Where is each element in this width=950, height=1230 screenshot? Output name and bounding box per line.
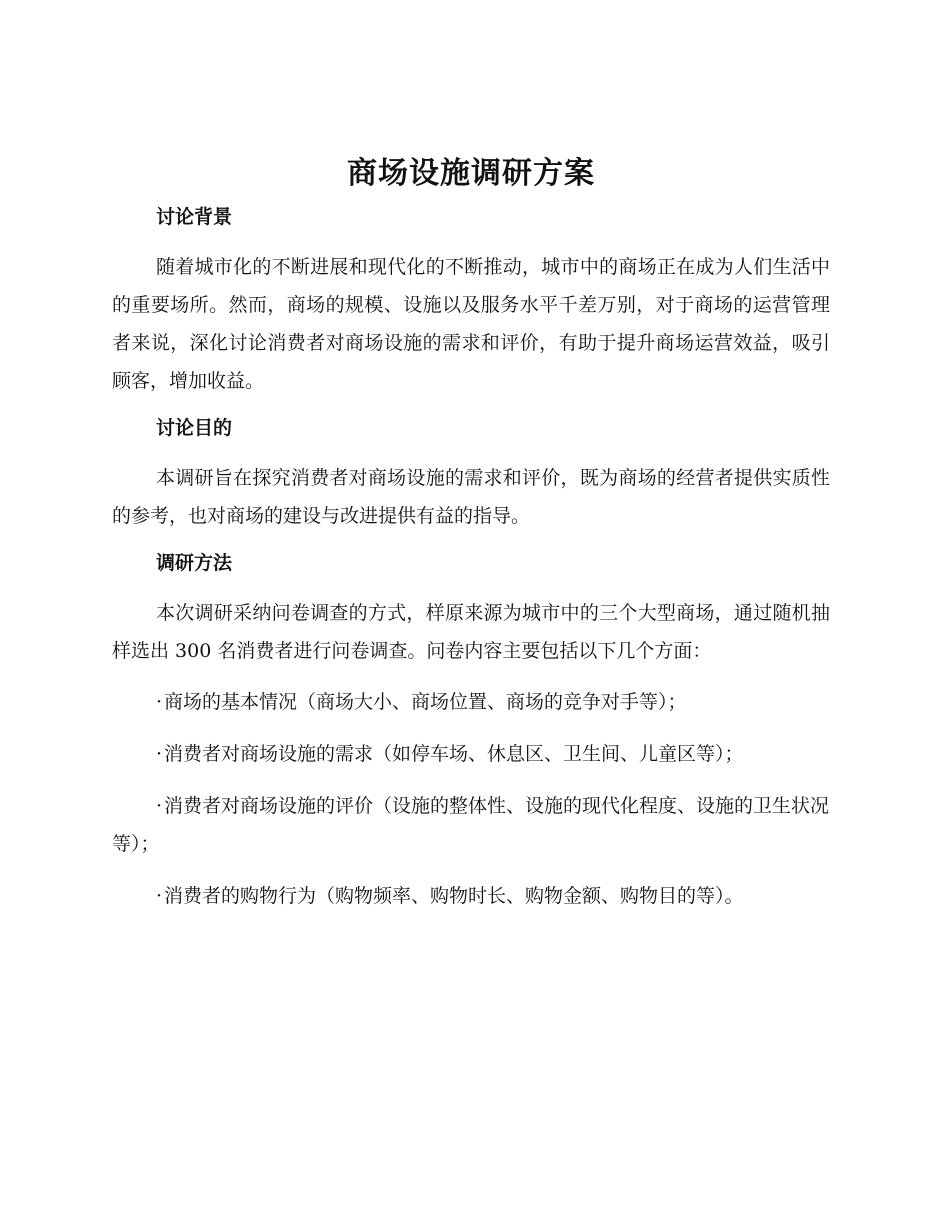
bullet-dot-icon: · <box>156 691 163 713</box>
bullet-text: 商场的基本情况（商场大小、商场位置、商场的竞争对手等）； <box>164 691 687 713</box>
document-title: 商场设施调研方案 <box>347 156 595 191</box>
bullet-text: 消费者对商场设施的评价（设施的整体性、设施的现代化程度、设施的卫生状况等）； <box>112 795 830 855</box>
bullet-dot-icon: · <box>156 743 163 765</box>
section-heading-method: 调研方法 <box>156 552 233 574</box>
bullet-text: 消费者对商场设施的需求（如停车场、休息区、卫生间、儿童区等）； <box>164 743 744 765</box>
bullet-dot-icon: · <box>156 795 163 817</box>
method-bullet-item <box>112 683 830 721</box>
document-page <box>112 150 830 929</box>
section-heading-purpose: 讨论目的 <box>156 417 233 439</box>
method-bullet-item <box>112 877 830 915</box>
background-paragraph: 随着城市化的不断进展和现代化的不断推动，城市中的商场正在成为人们生活中的重要场所。然而，商场的规模、设施以及服务水平千差万别，对于商场的运营管理者来说，深化讨论消费者对商场设施的需求和评价，有助于提升商场运营效益，吸引顾客，增加收益。 <box>112 256 830 392</box>
bullet-text: 消费者的购物行为（购物频率、购物时长、购物金额、购物目的等）。 <box>164 885 744 907</box>
method-bullet-item <box>112 787 830 863</box>
bullet-dot-icon: · <box>156 885 163 907</box>
method-paragraph: 本次调研采纳问卷调查的方式，样原来源为城市中的三个大型商场，通过随机抽样选出 300 名消费者进行问卷调查。问卷内容主要包括以下几个方面： <box>112 602 830 662</box>
method-bullet-item <box>112 735 830 773</box>
purpose-paragraph: 本调研旨在探究消费者对商场设施的需求和评价，既为商场的经营者提供实质性的参考，也对商场的建设与改进提供有益的指导。 <box>112 467 830 527</box>
section-heading-background: 讨论背景 <box>156 206 233 228</box>
